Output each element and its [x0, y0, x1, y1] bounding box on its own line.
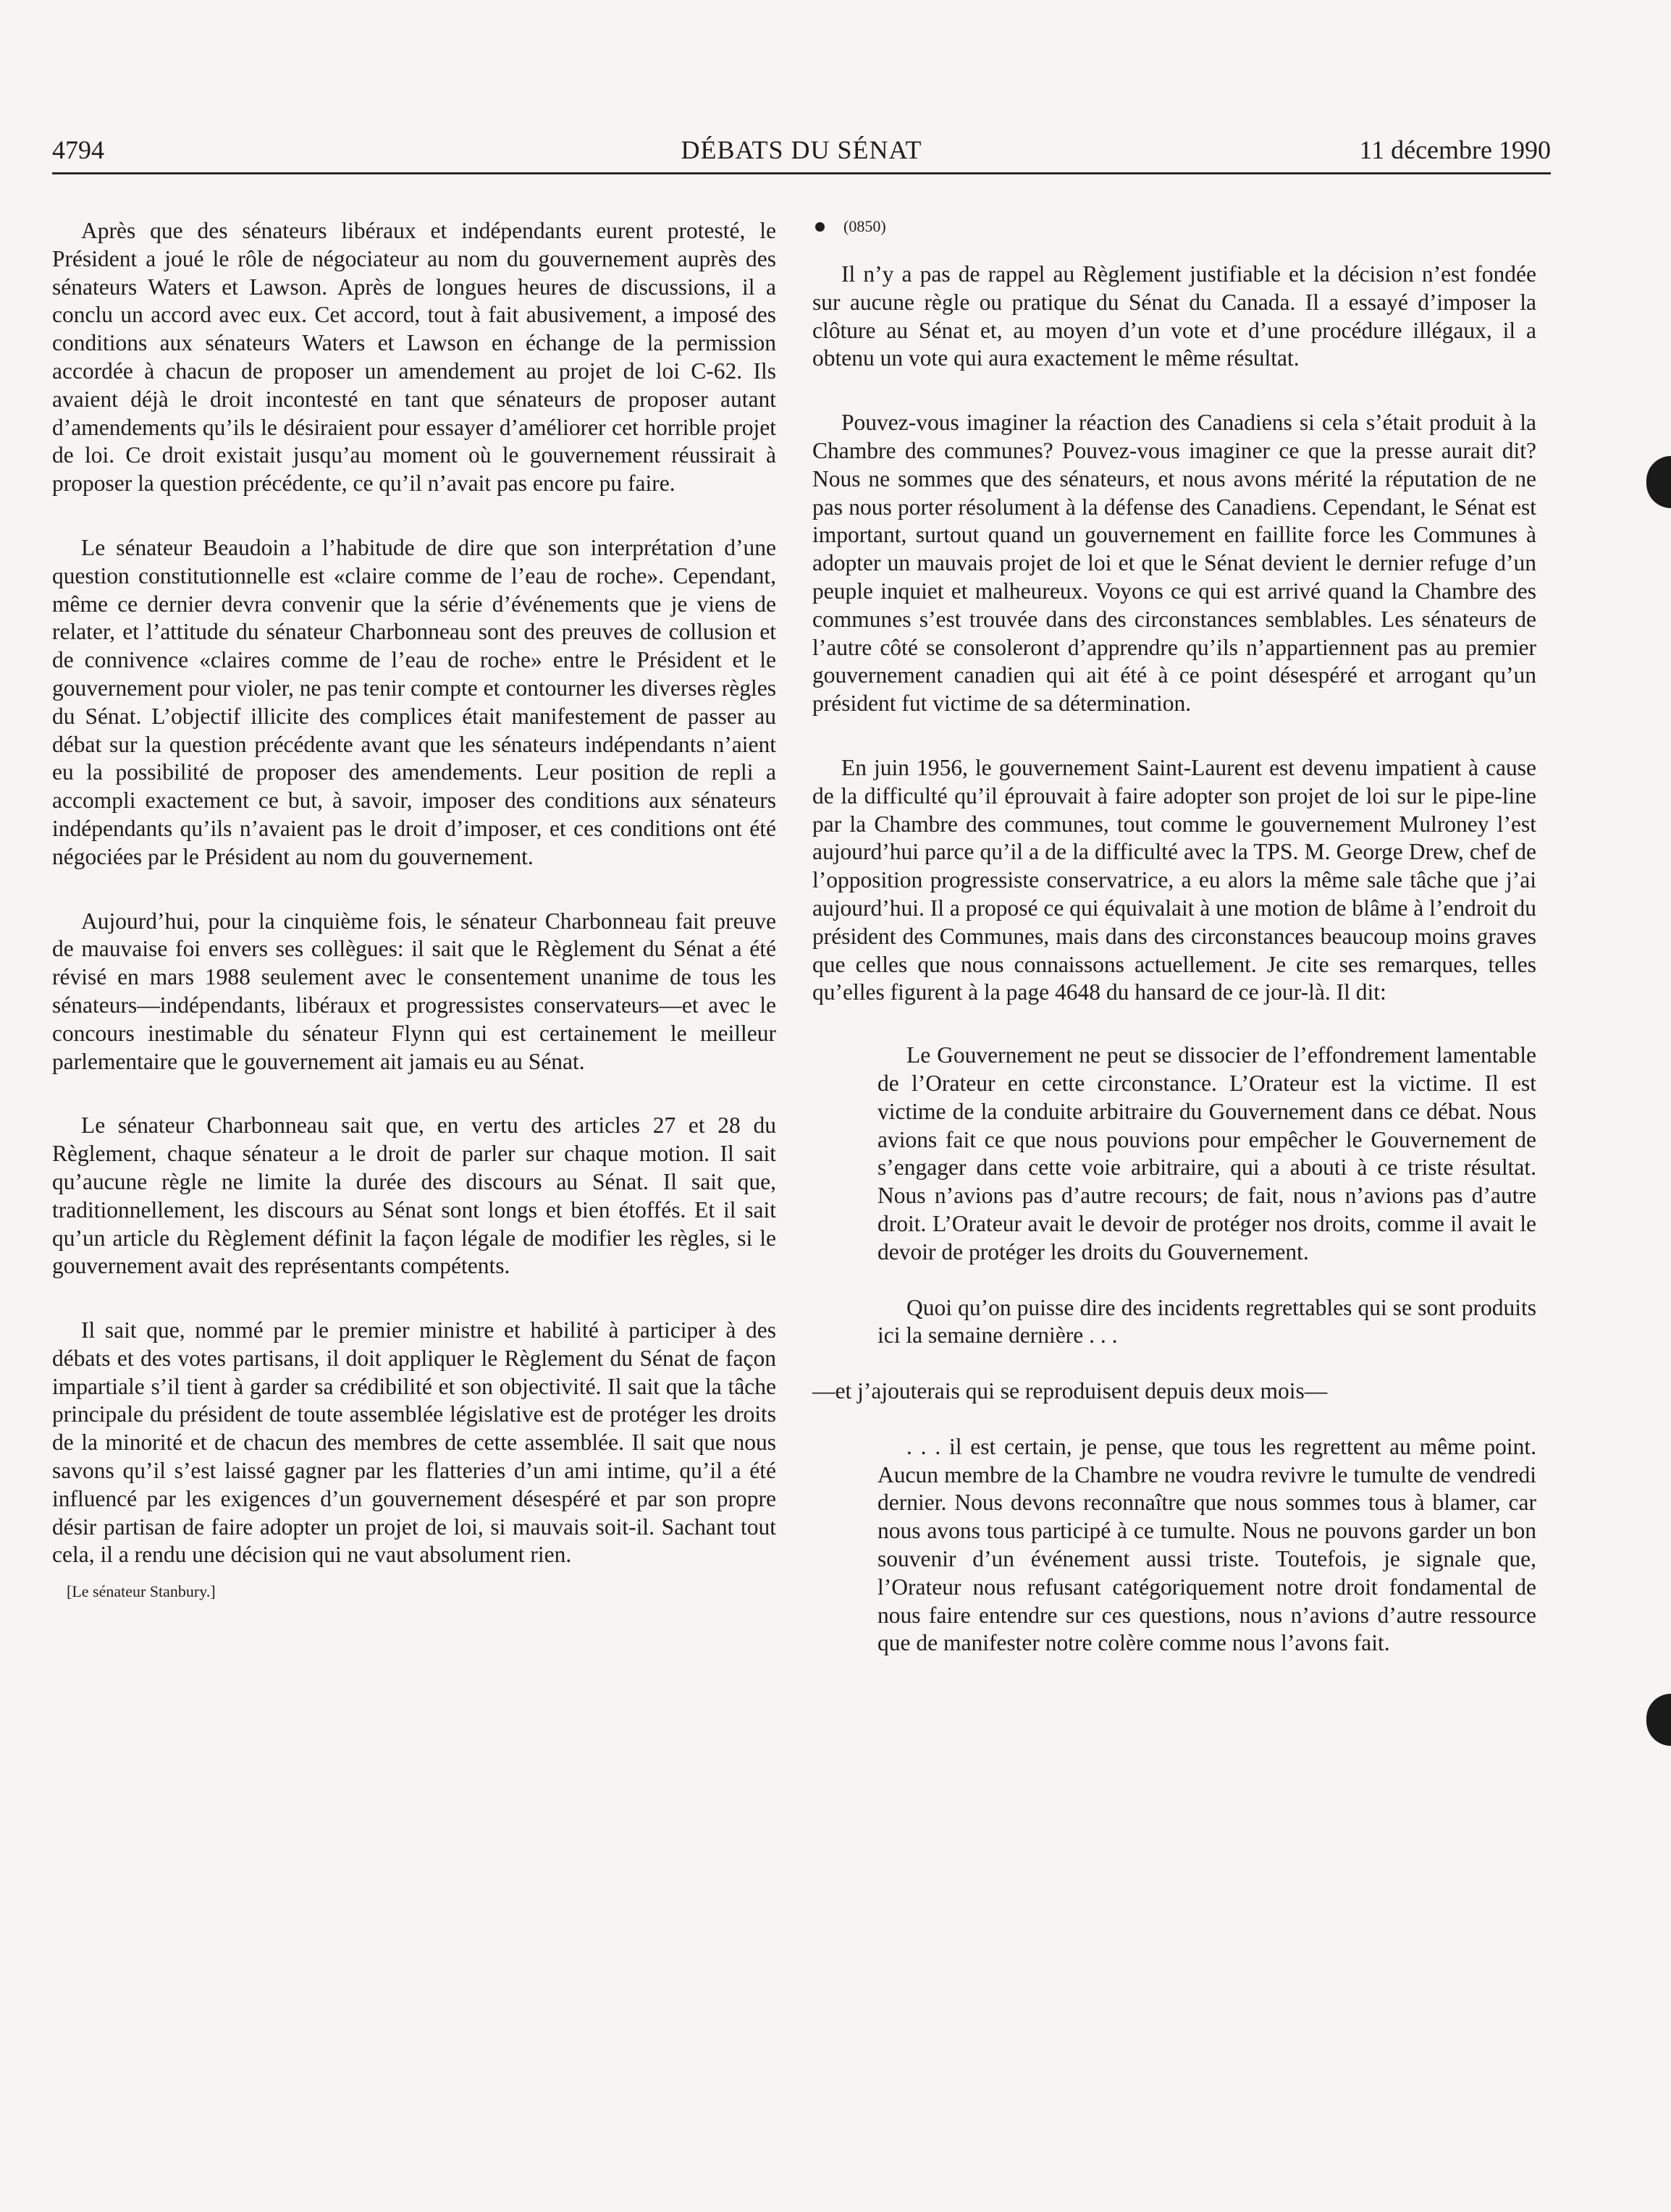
paragraph: Pouvez-vous imaginer la réaction des Canadiens si cela s’était produit à la Chambre des communes? Pouvez-vous imaginer ce que la presse aurait dit? Nous ne sommes que des sénateurs, et nous avons mérité la réputation de ne pas nous porter résolument à la défense des Canadiens. Cependant, le Sénat est important, surtout quand un gouvernement en faillite force les Communes à adopter un mauvais projet de loi et que le Sénat devient le dernier refuge d’un peuple inquiet et malheureux. Voyons ce qui est arrivé quand la Chambre des communes s’est trouvée dans des circonstances semblables. Les sénateurs de l’autre côté se consoleront d’apprendre qu’ils n’appartiennent pas au premier gouvernement canadien qui ait été à ce point désespéré et arrogant qu’un président fut victime de sa détermination. — [812, 410, 1536, 717]
publication-title: DÉBATS DU SÉNAT — [681, 135, 922, 164]
bullet-icon — [815, 222, 825, 232]
paragraph: Le sénateur Charbonneau sait que, en vertu des articles 27 et 28 du Règlement, chaque sénateur a le droit de parler sur chaque motion. Il sait qu’aucune règle ne limite la durée des discours au Sénat. Il sait que, traditionnellement, les discours au Sénat sont longs et bien étoffés. Et il sait qu’un article du Règlement définit la façon légale de modifier les règles, si le gouvernement avait des représentants compétents. — [52, 1113, 776, 1279]
paragraph: Il n’y a pas de rappel au Règlement justifiable et la décision n’est fondée sur aucune règle ou pratique du Sénat du Canada. Il a essayé d’imposer la clôture au Sénat et, au moyen d’un vote et d’une procédure illégaux, il a obtenu un vote qui aura exactement le même résultat. — [812, 261, 1536, 371]
issue-date: 11 décembre 1990 — [1359, 135, 1551, 164]
interjection: —et j’ajouterais qui se reproduisent depuis deux mois— — [812, 1378, 1328, 1404]
paragraph: Aujourd’hui, pour la cinquième fois, le sénateur Charbonneau fait preuve de mauvaise foi envers ses collègues: il sait que le Règlement du Sénat a été révisé en mars 1988 seulement avec le consentement unanime de tous les sénateurs—indépendants, libéraux et progressistes conservateurs—et avec le concours inestimable du sénateur Flynn qui est certainement le meilleur parlementaire que le gouvernement ait jamais eu au Sénat. — [52, 908, 776, 1074]
paragraph: En juin 1956, le gouvernement Saint-Laurent est devenu impatient à cause de la difficulté qu’il éprouvait à faire adopter son projet de loi sur le pipe-line par la Chambre des communes, tout comme le gouvernement Mulroney l’est aujourd’hui parce qu’il a de la difficulté avec la TPS. M. George Drew, chef de l’opposition progressiste conservatrice, a eu alors la même sale tâche que j’ai aujourd’hui. Il a proposé ce qui équivalait à une motion de blâme à l’endroit du président des Communes, mais dans des circonstances beaucoup moins graves que celles que nous connaissons actuellement. Je cite ses remarques, telles qu’elles figurent à la page 4648 du hansard de ce jour-là. Il dit: — [812, 754, 1536, 1005]
time-marker-label: (0850) — [843, 217, 886, 235]
binder-hole — [1646, 1694, 1671, 1746]
paragraph: Il sait que, nommé par le premier ministre et habilité à participer à des débats et des votes partisans, il doit appliquer le Règlement du Sénat de façon impartiale s’il tient à garder sa crédibilité et son objectivité. Il sait que la tâche principale du président de toute assemblée législative est de protéger les droits de la minorité et de chacun des membres de cette assemblée. Il sait que nous savons qu’il s’est laissé gagner par les flatteries d’un ami intime, qu’il a été influencé par les exigences d’un gouvernement désespéré et par son propre désir partisan de faire adopter un projet de loi, si mauvais soit-il. Sachant tout cela, il a rendu une décision qui ne vaut absolument rien. — [52, 1317, 776, 1568]
page-header — [52, 135, 1551, 174]
speaker-attribution: [Le sénateur Stanbury.] — [67, 1582, 216, 1601]
page-number: 4794 — [52, 135, 104, 164]
paragraph: Après que des sénateurs libéraux et indépendants eurent protesté, le Président a joué le rôle de négociateur au nom du gouvernement auprès des sénateurs Waters et Lawson. Après de longues heures de discussions, il a conclu un accord avec eux. Cet accord, tout à fait abusivement, a imposé des conditions aux sénateurs Waters et Lawson en échange de la permission accordée à chacun de proposer un amendement au projet de loi C-62. Ils avaient déjà le droit incontesté en tant que sénateurs de proposer autant d’amendements qu’ils le désiraient pour essayer d’améliorer cet horrible projet de loi. Ce droit existait jusqu’au moment où le gouvernement réussirait à proposer la question précédente, ce qu’il n’avait pas encore pu faire. — [52, 218, 776, 497]
block-quote: Le Gouvernement ne peut se dissocier de l’effondrement lamentable de l’Orateur en cette circonstance. L’Orateur est la victime. Il est victime de la conduite arbitraire du Gouvernement dans ce débat. Nous avions fait ce que nous pouvions pour empêcher le Gouvernement de s’engager dans cette voie arbitraire, qui a abouti à ce triste résultat. Nous n’avions pas d’autre recours; de fait, nous n’avions pas d’autre droit. L’Orateur avait le devoir de protéger nos droits, comme il avait le devoir de protéger les droits du Gouvernement. — [877, 1042, 1536, 1265]
time-marker — [812, 217, 1536, 236]
paragraph: Le sénateur Beaudoin a l’habitude de dire que son interprétation d’une question constitutionnelle est «claire comme de l’eau de roche». Cependant, même ce dernier devra convenir que la série d’événements que je viens de relater, et l’attitude du sénateur Charbonneau sont des preuves de collusion et de connivence «claires comme de l’eau de roche» entre le Président et le gouvernement pour violer, ne pas tenir compte et contourner les diverses règles du Sénat. L’objectif illicite des complices était manifestement de passer au débat sur la question précédente avant que les sénateurs indépendants n’aient eu la possibilité de proposer des amendements. Leur position de repli a accompli exactement ce but, à savoir, imposer des conditions aux sénateurs indépendants qu’ils n’avaient pas le droit d’imposer, et ces conditions ont été négociées par le Président au nom du gouvernement. — [52, 534, 776, 869]
right-column — [812, 217, 1536, 1694]
binder-hole — [1646, 456, 1671, 508]
block-quote: . . . il est certain, je pense, que tous les regrettent au même point. Aucun membre de la Chambre ne voudra revivre le tumulte de vendredi dernier. Nous devons reconnaître que nous sommes tous à blamer, car nous avons tous participé à ce tumulte. Nous ne pouvons garder un bon souvenir d’un événement aussi triste. Toutefois, je signale que, l’Orateur nous refusant catégoriquement notre droit fondamental de nous faire entendre sur ces questions, nous n’avions d’autre ressource que de manifester notre colère comme nous l’avons fait. — [877, 1433, 1536, 1656]
block-quote: Quoi qu’on puisse dire des incidents regrettables qui se sont produits ici la semaine dernière . . . — [877, 1294, 1536, 1348]
left-column — [52, 217, 776, 1601]
